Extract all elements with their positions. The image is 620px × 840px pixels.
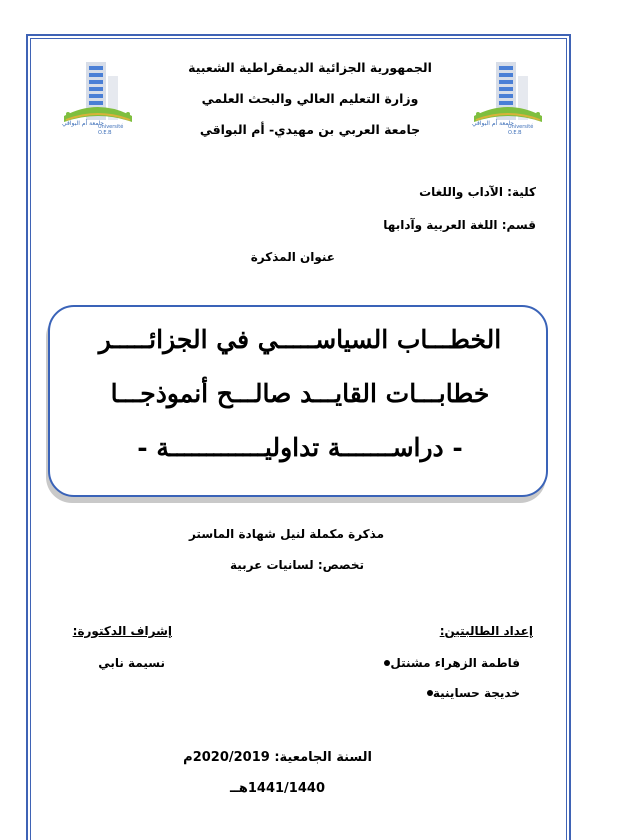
supervisor-name: نسيمة نابي bbox=[98, 656, 165, 670]
title-line-2: خطابـــات القايـــد صالـــح أنموذجـــا bbox=[110, 379, 490, 408]
academic-year-gregorian: 2020/2019م bbox=[183, 750, 270, 765]
department-line bbox=[383, 218, 536, 232]
logo-caption-arabic: جامعة أم البواقي bbox=[62, 120, 104, 127]
student-name: خديجة حساينية bbox=[432, 686, 520, 700]
faculty-line bbox=[419, 185, 536, 199]
academic-year-line bbox=[183, 750, 372, 765]
title-line-1: الخطـــاب السياســـــي في الجزائـــــر bbox=[98, 325, 502, 354]
prepared-by-label: إعداد الطالبتين: bbox=[439, 624, 533, 638]
specialization-label: تخصص: bbox=[317, 558, 364, 572]
student-name: فاطمة الزهراء مشنتل bbox=[390, 656, 520, 670]
thesis-title-box bbox=[48, 305, 548, 497]
specialization-value: لسانيات عربية bbox=[229, 558, 314, 572]
bullet-icon bbox=[427, 690, 433, 696]
header-ministry: وزارة التعليم العالي والبحث العلمي bbox=[201, 91, 419, 106]
logo-caption-latin: Université O.E.B bbox=[98, 124, 124, 136]
academic-year-hijri: 1441/1440هــ bbox=[229, 781, 325, 796]
thesis-title-label: عنوان المذكرة bbox=[250, 250, 335, 264]
faculty-value: الآداب واللغات bbox=[419, 185, 503, 199]
supervisor-label: إشراف الدكتورة: bbox=[72, 624, 172, 638]
logo-caption-latin: Université O.E.B bbox=[508, 124, 534, 136]
student-list-item bbox=[418, 686, 520, 700]
header-university: جامعة العربي بن مهيدي- أم البواقي bbox=[199, 122, 421, 137]
specialization-line bbox=[230, 558, 364, 572]
faculty-label: كلية: bbox=[507, 185, 536, 199]
thesis-note: مذكرة مكملة لنيل شهادة الماستر bbox=[188, 527, 384, 541]
academic-year-label: السنة الجامعية: bbox=[274, 750, 372, 765]
department-value: اللغة العربية وآدابها bbox=[383, 218, 498, 232]
student-list-item bbox=[375, 656, 520, 670]
department-label: قسم: bbox=[501, 218, 536, 232]
logo-caption-arabic: جامعة أم البواقي bbox=[472, 120, 514, 127]
title-line-3: - دراســـــــة تداوليـــــــــــــة - bbox=[137, 433, 463, 462]
header-republic: الجمهورية الجزائية الديمقراطية الشعبية bbox=[188, 60, 432, 75]
